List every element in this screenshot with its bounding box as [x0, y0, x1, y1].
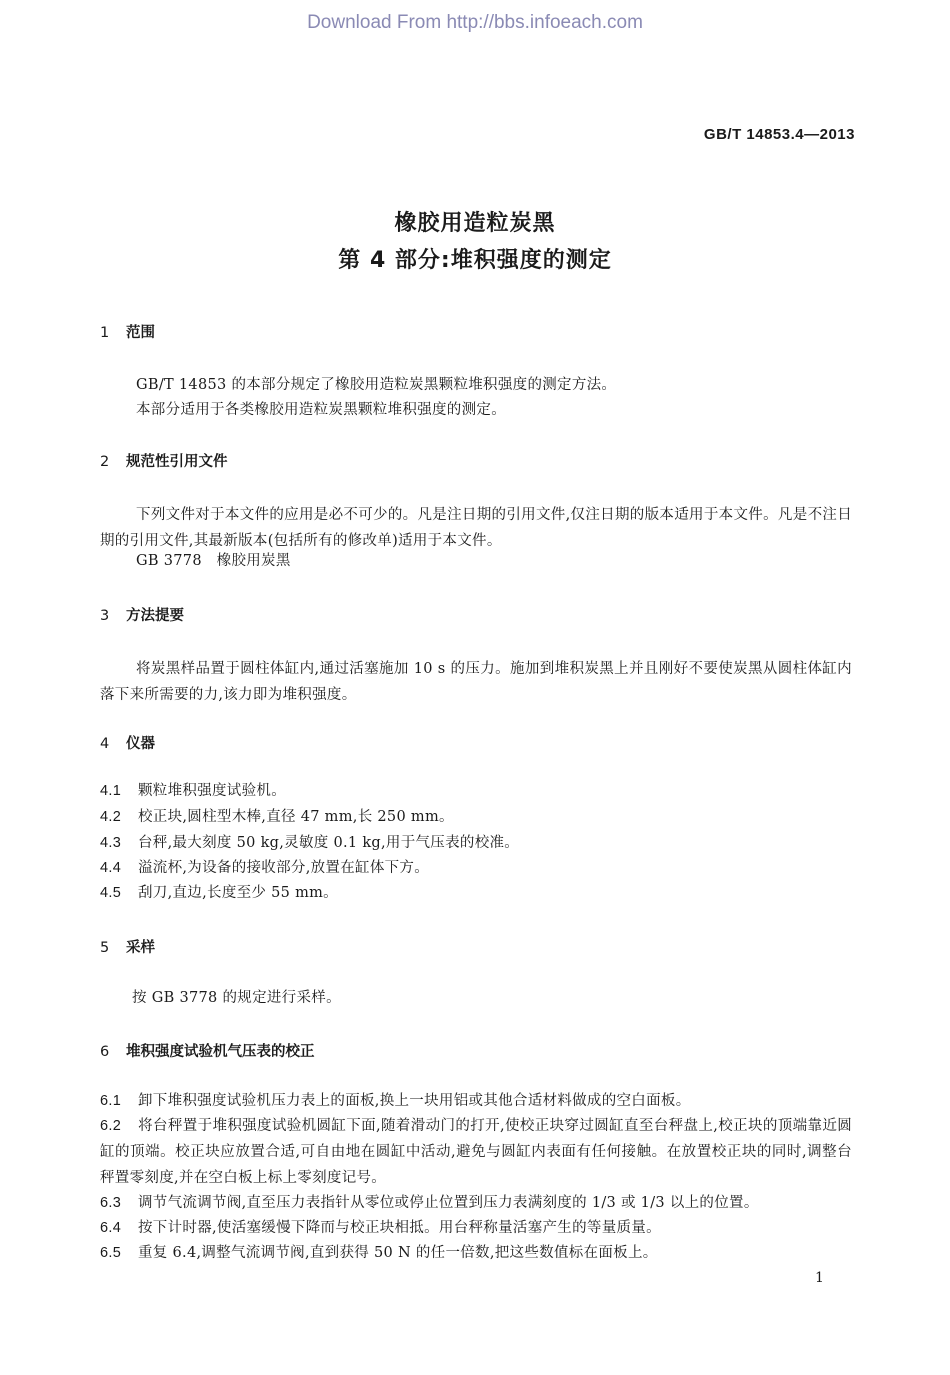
item-number: 6.2	[100, 1118, 122, 1134]
section-2-heading	[100, 450, 228, 471]
section-3-heading	[100, 604, 184, 625]
section-number: 5	[100, 940, 110, 956]
item-text: 校正块,圆柱型木棒,直径 47 mm,长 250 mm。	[138, 809, 454, 825]
list-item	[100, 855, 852, 881]
list-item	[100, 1240, 852, 1266]
section-2-paragraph-1: 下列文件对于本文件的应用是必不可少的。凡是注日期的引用文件,仅注日期的版本适用于本文件。凡是不注日期的引用文件,其最新版本(包括所有的修改单)适用于本文件。	[100, 507, 852, 549]
item-number: 4.2	[100, 809, 122, 825]
item-text: 台秤,最大刻度 50 kg,灵敏度 0.1 kg,用于气压表的校准。	[138, 835, 520, 851]
section-title: 堆积强度试验机气压表的校正	[126, 1044, 315, 1060]
standard-code: GB/T 14853.4—2013	[703, 126, 855, 143]
section-number: 1	[100, 325, 110, 341]
item-number: 6.3	[100, 1195, 122, 1211]
item-text: 溢流杯,为设备的接收部分,放置在缸体下方。	[138, 860, 430, 876]
item-text: 卸下堆积强度试验机压力表上的面板,换上一块用铝或其他合适材料做成的空白面板。	[138, 1093, 691, 1109]
section-2-reference: GB 3778 橡胶用炭黑	[136, 553, 291, 569]
item-text: 调节气流调节阀,直至压力表指针从零位或停止位置到压力表满刻度的 1/3 或 1/3 以上的位置。	[138, 1195, 759, 1211]
section-5-paragraph-1: 按 GB 3778 的规定进行采样。	[132, 990, 341, 1006]
section-6-heading	[100, 1040, 315, 1061]
section-number: 4	[100, 736, 110, 752]
section-number: 2	[100, 454, 110, 470]
section-5-heading	[100, 936, 155, 957]
list-item	[100, 1215, 852, 1241]
item-number: 4.5	[100, 885, 122, 901]
item-number: 6.4	[100, 1220, 122, 1236]
item-text: 刮刀,直边,长度至少 55 mm。	[138, 885, 338, 901]
item-number: 6.5	[100, 1245, 122, 1261]
item-text: 重复 6.4,调整气流调节阀,直到获得 50 N 的任一倍数,把这些数值标在面板上。	[138, 1245, 658, 1261]
item-text: 按下计时器,使活塞缓慢下降而与校正块相抵。用台秤称量活塞产生的等量质量。	[138, 1220, 661, 1236]
item-text: 颗粒堆积强度试验机。	[138, 783, 286, 799]
section-title: 仪器	[126, 736, 155, 752]
list-item	[100, 1088, 852, 1114]
page-number: 1	[815, 1270, 824, 1286]
item-number: 4.1	[100, 783, 122, 799]
list-item	[100, 804, 852, 830]
section-title: 规范性引用文件	[126, 454, 228, 470]
item-text: 将台秤置于堆积强度试验机圆缸下面,随着滑动门的打开,使校正块穿过圆缸直至台秤盘上,校正块的顶端靠近圆缸的顶端。校正块应放置合适,可自由地在圆缸中活动,避免与圆缸内表面有任何接触。在放置校正块的同时,调整台秤置零刻度,并在空白板上标上零刻度记号。	[100, 1118, 852, 1186]
section-title: 范围	[126, 325, 155, 341]
section-number: 3	[100, 608, 110, 624]
list-item	[100, 830, 852, 856]
section-1-heading	[100, 321, 155, 342]
item-number: 6.1	[100, 1093, 122, 1109]
section-title: 采样	[126, 940, 155, 956]
item-number: 4.4	[100, 860, 122, 876]
section-1-paragraph-2: 本部分适用于各类橡胶用造粒炭黑颗粒堆积强度的测定。	[136, 402, 506, 418]
section-1-paragraph-1: GB/T 14853 的本部分规定了橡胶用造粒炭黑颗粒堆积强度的测定方法。	[136, 377, 617, 393]
section-number: 6	[100, 1044, 110, 1060]
section-title: 方法提要	[126, 608, 184, 624]
list-item	[100, 1113, 852, 1191]
section-3-paragraph-1: 将炭黑样品置于圆柱体缸内,通过活塞施加 10 s 的压力。施加到堆积炭黑上并且刚好不要使炭黑从圆柱体缸内落下来所需要的力,该力即为堆积强度。	[100, 661, 852, 703]
list-item	[100, 1190, 852, 1216]
download-watermark: Download From http://bbs.infoeach.com	[307, 12, 643, 33]
list-item	[100, 778, 852, 804]
document-title: 橡胶用造粒炭黑	[394, 211, 556, 236]
document-subtitle: 第 4 部分:堆积强度的测定	[338, 248, 612, 273]
section-4-heading	[100, 732, 155, 753]
item-number: 4.3	[100, 835, 122, 851]
list-item	[100, 880, 852, 906]
